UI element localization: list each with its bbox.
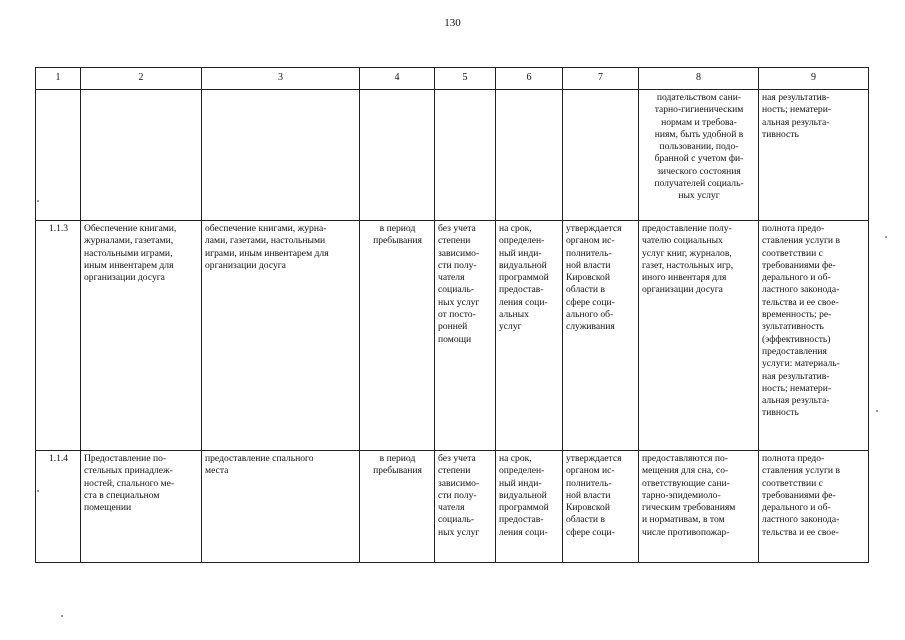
table-cell bbox=[563, 90, 639, 221]
table-cell bbox=[435, 90, 496, 221]
cell-text: предоставление полу- чателю социальных услуг книг, журналов, газет, настольных игр, иного инвентаря для организации досуга bbox=[642, 223, 734, 296]
cell-text bbox=[563, 90, 638, 92]
table-cell bbox=[202, 90, 360, 221]
cell-text: утверждается органом ис- полнитель- ной власти Кировской области в сфере соци- ального об- служивания bbox=[566, 223, 622, 333]
table-cell bbox=[36, 90, 81, 221]
table-row bbox=[36, 451, 869, 563]
cell-text: 1.1.4 bbox=[48, 453, 69, 464]
column-header: 1 bbox=[36, 68, 81, 90]
cell-text: обеспечение книгами, журна- лами, газетами, настольными играми, иным инвентарем для организации досуга bbox=[205, 223, 329, 271]
cell-text: утверждается органом ис- полнитель- ной власти Кировской области в сфере соци- bbox=[566, 453, 622, 538]
table-cell bbox=[36, 221, 81, 451]
scan-speck bbox=[61, 615, 63, 617]
cell-text: на срок, определен- ный инди- видуальной программой предостав- ления соци- альных услуг bbox=[499, 223, 549, 333]
table-cell bbox=[759, 221, 869, 451]
column-header: 3 bbox=[202, 68, 360, 90]
table-cell bbox=[759, 90, 869, 221]
cell-text: предоставляются по- мещения для сна, со- ответствующие сани- тарно-эпидемиоло- гическим требованиям и нормативам, в том числе противопожар- bbox=[642, 453, 736, 538]
cell-text: в период пребывания bbox=[373, 223, 422, 247]
table-cell bbox=[496, 451, 563, 563]
table-cell bbox=[563, 221, 639, 451]
table-row bbox=[36, 90, 869, 221]
scan-speck bbox=[37, 200, 39, 202]
column-header: 6 bbox=[496, 68, 563, 90]
scan-speck bbox=[876, 410, 878, 412]
table-cell bbox=[496, 90, 563, 221]
cell-text: Обеспечение книгами, журналами, газетами, настольными играми, иным инвентарем для организации досуга bbox=[84, 223, 177, 284]
cell-text bbox=[36, 90, 80, 92]
table-cell bbox=[563, 451, 639, 563]
table-cell bbox=[639, 451, 759, 563]
cell-text bbox=[496, 90, 562, 92]
table-cell bbox=[639, 221, 759, 451]
table-cell bbox=[36, 451, 81, 563]
table-cell bbox=[81, 90, 202, 221]
cell-text: полнота предо- ставления услуги в соответствии с требованиями фе- дерального и об- ластного законода- тельства и ее свое- временность; ре- зультативность (эффективность) предоставления услуги: материаль- ная результатив- ность; нематери- альная результа- тивность bbox=[762, 223, 840, 419]
table-cell bbox=[639, 90, 759, 221]
column-header: 8 bbox=[639, 68, 759, 90]
cell-text: Предоставление по- стельных принадлеж- ностей, спального ме- ста в специальном помещении bbox=[84, 453, 175, 514]
table-cell bbox=[81, 451, 202, 563]
table-cell bbox=[202, 451, 360, 563]
column-header: 5 bbox=[435, 68, 496, 90]
table-cell bbox=[360, 90, 435, 221]
cell-text: предоставление спального места bbox=[205, 453, 314, 477]
cell-text: полнота предо- ставления услуги в соответствии с требованиями фе- дерального и об- ластного законода- тельства и ее свое- bbox=[762, 453, 840, 538]
cell-text: без учета степени зависимо- сти полу- чателя социаль- ных услуг bbox=[438, 453, 480, 538]
table-cell bbox=[202, 221, 360, 451]
table-cell bbox=[81, 221, 202, 451]
cell-text: на срок, определен- ный инди- видуальной программой предостав- ления соци- bbox=[499, 453, 549, 538]
page-number: 130 bbox=[444, 17, 461, 29]
column-header: 9 bbox=[759, 68, 869, 90]
cell-text bbox=[81, 90, 201, 92]
table-cell bbox=[435, 451, 496, 563]
cell-text: 1.1.3 bbox=[48, 223, 69, 234]
header-row bbox=[36, 68, 869, 90]
cell-text bbox=[435, 90, 495, 92]
cell-text bbox=[360, 90, 434, 92]
scan-speck bbox=[37, 490, 39, 492]
column-header: 7 bbox=[563, 68, 639, 90]
cell-text: без учета степени зависимо- сти полу- чателя социаль- ных услуг от посто- ронней помощи bbox=[438, 223, 480, 345]
table-cell bbox=[435, 221, 496, 451]
column-header: 2 bbox=[81, 68, 202, 90]
table-cell bbox=[360, 221, 435, 451]
column-header: 4 bbox=[360, 68, 435, 90]
table-cell bbox=[759, 451, 869, 563]
cell-text: ная результатив- ность; нематери- альная результа- тивность bbox=[762, 92, 832, 140]
cell-text: в период пребывания bbox=[373, 453, 422, 477]
table-row bbox=[36, 221, 869, 451]
cell-text: подательством сани- тарно-гигиеническим нормам и требова- ниям, быть удобной в пользовании, подо- бранной с учетом фи- зического состояния получателей социаль- ных услуг bbox=[654, 92, 744, 202]
table-cell bbox=[496, 221, 563, 451]
services-table bbox=[35, 67, 869, 563]
cell-text bbox=[202, 90, 359, 92]
scan-speck bbox=[885, 236, 887, 238]
table-cell bbox=[360, 451, 435, 563]
